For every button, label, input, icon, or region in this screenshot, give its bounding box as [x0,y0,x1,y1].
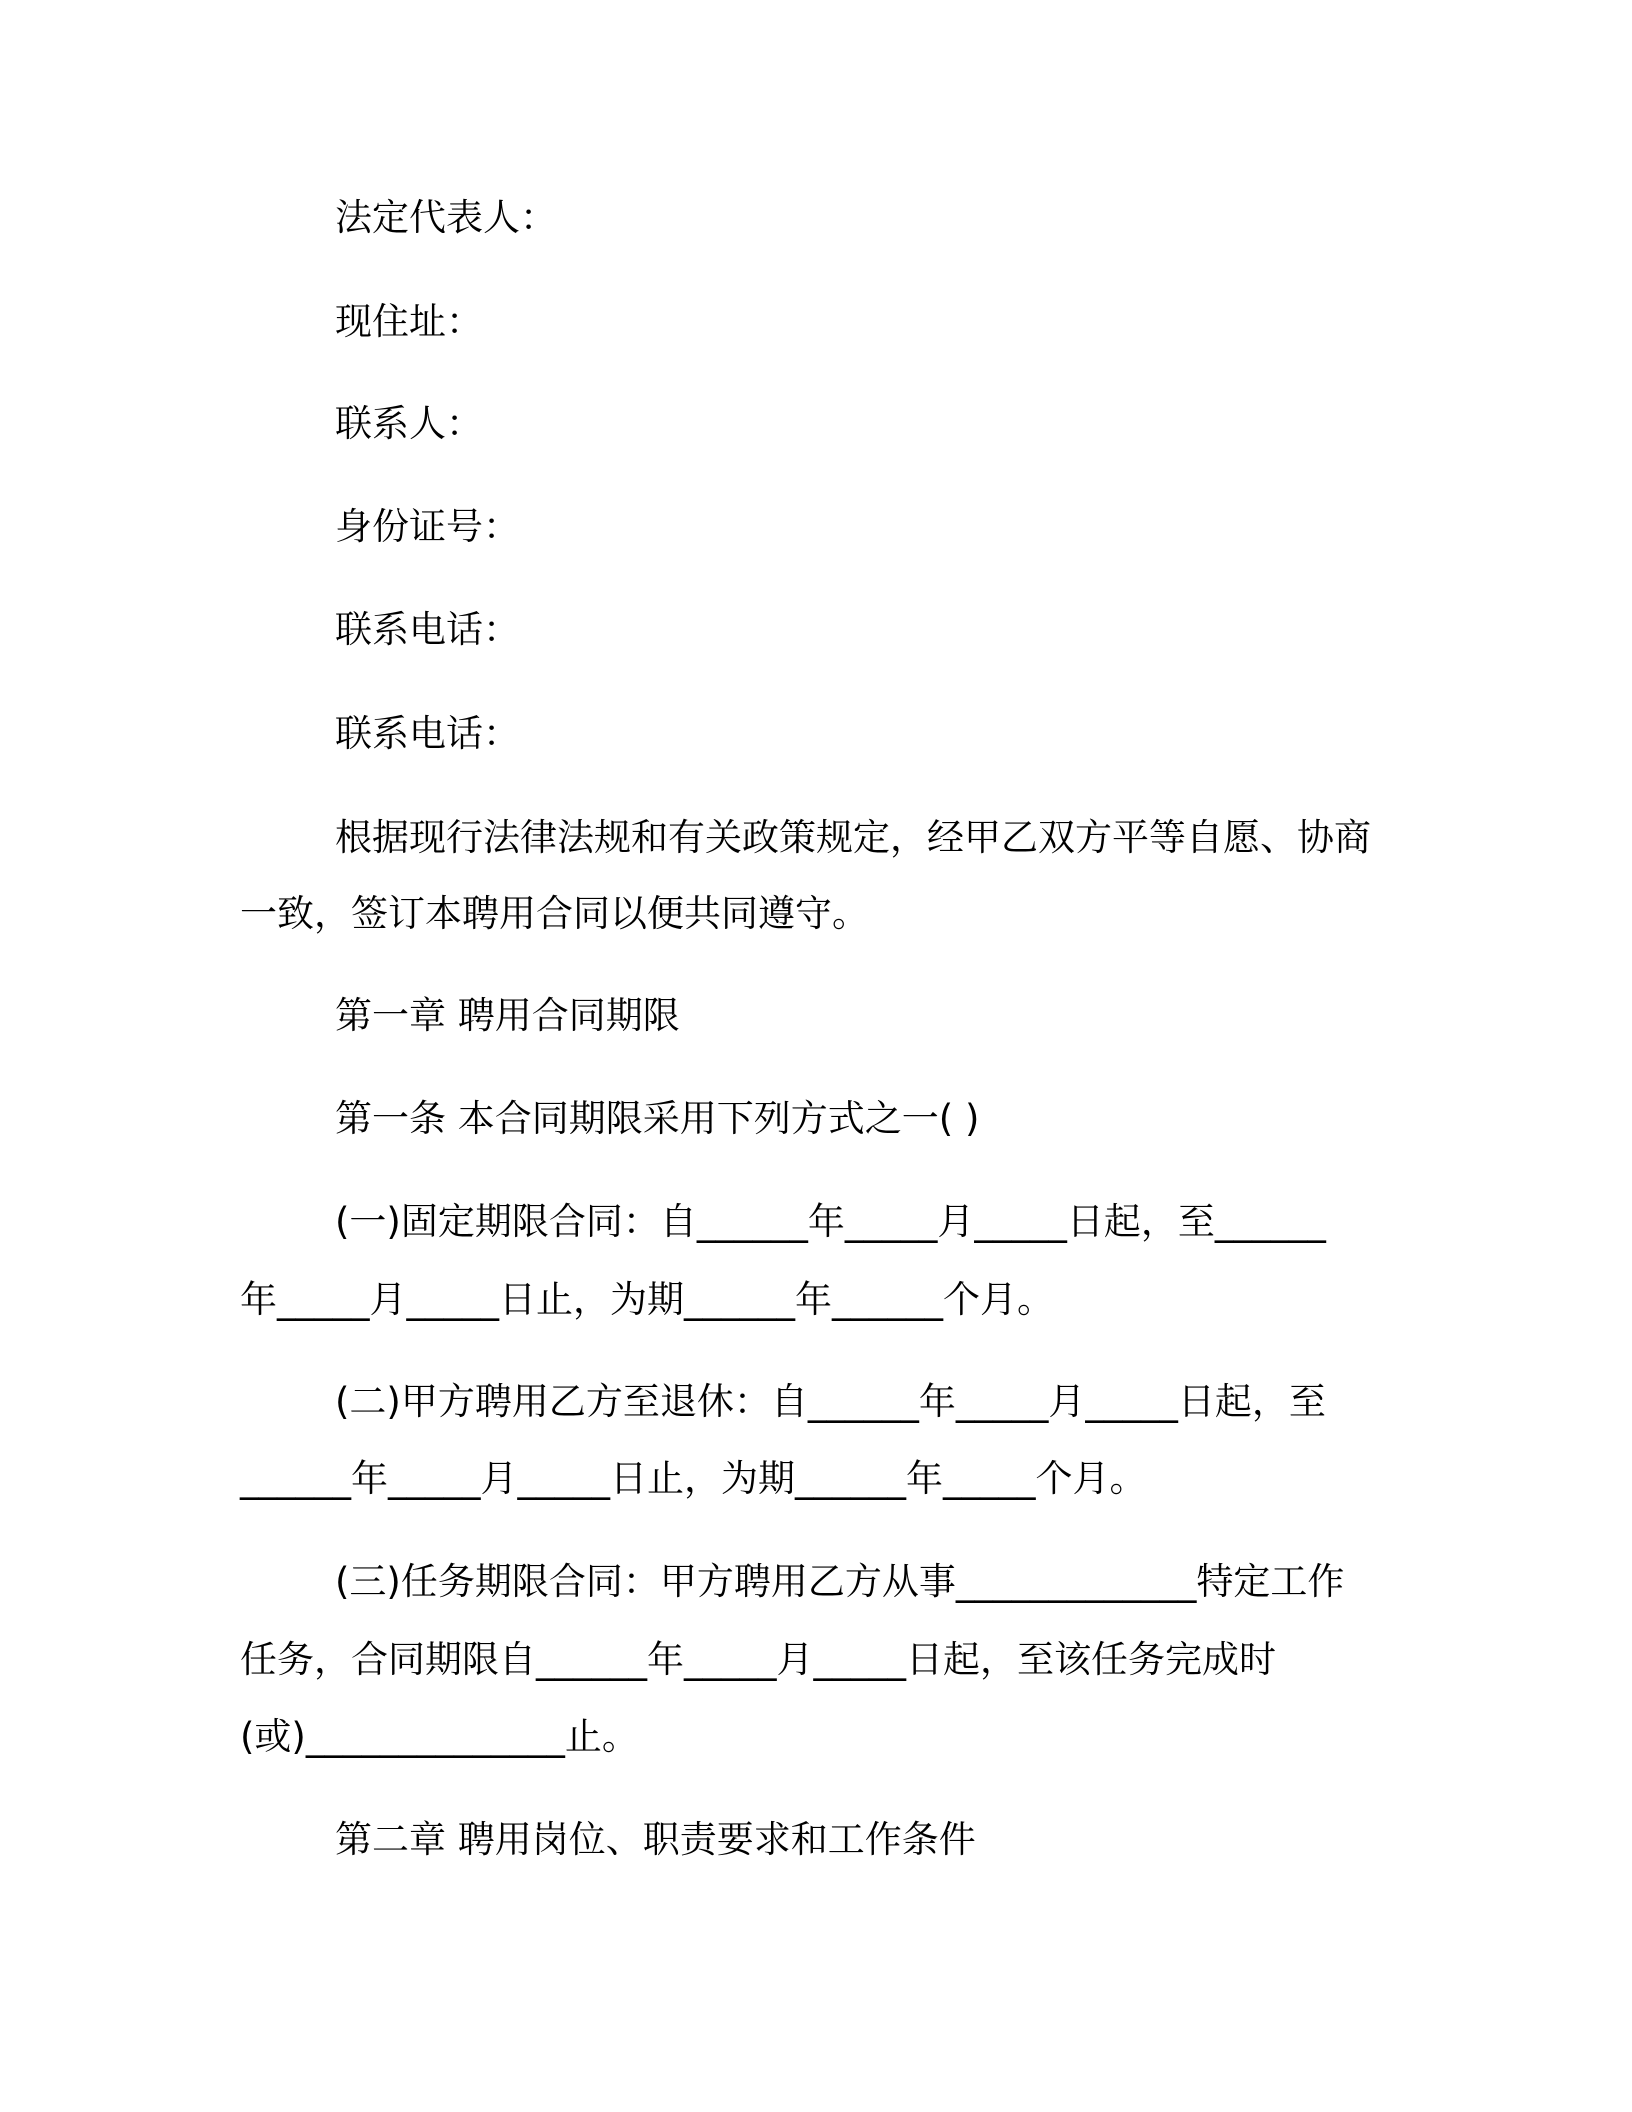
legal-representative-label: 法定代表人： [335,196,557,239]
item1-line1: (一)固定期限合同：自______年_____月_____日起，至______ [335,1200,1326,1243]
item2-line2: ______年_____月_____日止，为期______年_____个月。 [240,1457,1147,1500]
contact-phone-label: 联系电话： [335,608,520,651]
item3-line3: (或)______________止。 [240,1715,639,1758]
item1-line2: 年_____月_____日止，为期______年______个月。 [240,1278,1054,1321]
intro-paragraph-line1: 根据现行法律法规和有关政策规定，经甲乙双方平等自愿、协商 [335,816,1371,859]
item2-line1: (二)甲方聘用乙方至退休：自______年_____月_____日起，至 [335,1380,1326,1423]
contact-phone-label-2: 联系电话： [335,712,520,755]
article1-heading: 第一条 本合同期限采用下列方式之一( ) [335,1097,980,1140]
chapter1-title: 第一章 聘用合同期限 [335,994,680,1037]
intro-paragraph-line2: 一致，签订本聘用合同以便共同遵守。 [240,892,869,935]
item3-line2: 任务，合同期限自______年_____月_____日起，至该任务完成时 [240,1638,1276,1681]
contact-person-label: 联系人： [335,402,483,445]
item3-line1: (三)任务期限合同：甲方聘用乙方从事_____________特定工作 [335,1560,1345,1603]
current-address-label: 现住址： [335,300,483,343]
id-number-label: 身份证号： [335,505,520,548]
chapter2-title: 第二章 聘用岗位、职责要求和工作条件 [335,1818,976,1861]
